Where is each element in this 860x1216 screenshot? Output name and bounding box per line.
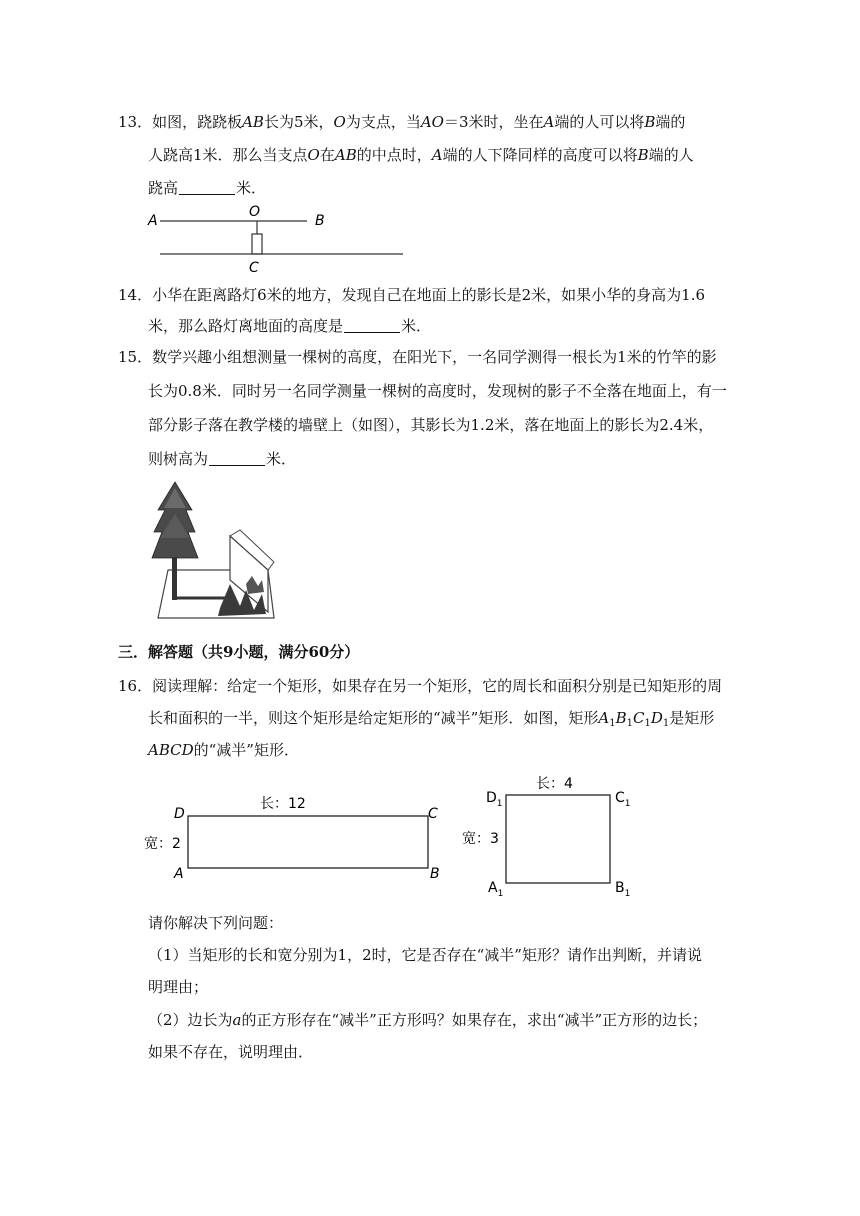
a1b1c1d1-label-c: $C_1$ bbox=[615, 790, 631, 809]
a1b1c1d1-label-a: $A_1$ bbox=[488, 880, 504, 899]
a1b1c1d1-length-label: 长：4 bbox=[536, 776, 573, 792]
seesaw-label-a: A bbox=[148, 213, 158, 229]
abcd-width-label: 宽：2 bbox=[144, 836, 181, 852]
q13-line-3: 跷高 米． bbox=[148, 179, 267, 197]
q16-line-3: ABCD的“减半”矩形． bbox=[148, 741, 299, 759]
seesaw-label-o: O bbox=[249, 204, 261, 220]
abcd-label-c: C bbox=[428, 806, 438, 822]
a1b1c1d1-label-b: $B_1$ bbox=[615, 880, 631, 899]
rectangle-abcd-figure bbox=[140, 790, 450, 890]
q15-line-3: 部分影子落在教学楼的墙壁上（如图），其影长为1.2米，落在地面上的影长为2.4米， bbox=[148, 416, 714, 434]
q15-line-2: 长为0.8米．同时另一名同学测量一棵树的高度时，发现树的影子不全落在地面上，有一 bbox=[148, 382, 727, 400]
q16-prompt: 请你解决下列问题： bbox=[148, 914, 284, 932]
rectangle-a1b1c1d1-figure bbox=[460, 768, 650, 902]
abcd-length-label: 长：12 bbox=[260, 796, 306, 812]
q14-line-2: 米，那么路灯离地面的高度是 米． bbox=[148, 317, 432, 335]
abcd-label-b: B bbox=[430, 866, 440, 882]
q13-line-1: 13．如图，跷跷板AB长为5米，O为支点，当AO＝3米时，坐在A端的人可以将B端的 bbox=[118, 113, 686, 131]
abcd-label-a: A bbox=[174, 866, 184, 882]
q13-line-2: 人跷高1米．那么当支点O在AB的中点时，A端的人下降同样的高度可以将B端的人 bbox=[148, 146, 694, 164]
q16-part1-line-2: 明理由； bbox=[148, 978, 209, 996]
abcd-label-d: D bbox=[174, 806, 185, 822]
q15-line-4: 则树高为 米． bbox=[148, 450, 297, 468]
q16-part2-line-1: （2）边长为a的正方形存在“减半”正方形吗？如果存在，求出“减半”正方形的边长； bbox=[148, 1011, 708, 1029]
q16-line-2: 长和面积的一半，则这个矩形是给定矩形的“减半”矩形．如图，矩形$A_1B_1C_1D_1$是矩形 bbox=[148, 709, 715, 729]
section-heading: 三．解答题（共9小题，满分60分） bbox=[118, 643, 360, 661]
a1b1c1d1-label-d: $D_1$ bbox=[486, 790, 503, 809]
answer-blank[interactable] bbox=[344, 318, 400, 333]
answer-blank[interactable] bbox=[179, 180, 235, 195]
q16-part1-line-1: （1）当矩形的长和宽分别为1，2时，它是否存在“减半”矩形？请作出判断，并请说 bbox=[148, 946, 702, 964]
q16-line-1: 16．阅读理解：给定一个矩形，如果存在另一个矩形，它的周长和面积分别是已知矩形的周 bbox=[118, 677, 723, 695]
seesaw-label-b: B bbox=[315, 213, 325, 229]
a1b1c1d1-width-label: 宽：3 bbox=[462, 831, 499, 847]
answer-blank[interactable] bbox=[209, 451, 265, 466]
seesaw-figure bbox=[145, 200, 410, 275]
q15-line-1: 15．数学兴趣小组想测量一棵树的高度，在阳光下，一名同学测得一根长为1米的竹竿的影 bbox=[118, 348, 717, 366]
tree-shadow-figure bbox=[150, 480, 280, 620]
seesaw-label-c: C bbox=[249, 260, 259, 275]
q16-part2-line-2: 如果不存在，说明理由． bbox=[148, 1043, 314, 1061]
q14-line-1: 14．小华在距离路灯6米的地方，发现自己在地面上的影长是2米，如果小华的身高为1.6 bbox=[118, 286, 706, 304]
